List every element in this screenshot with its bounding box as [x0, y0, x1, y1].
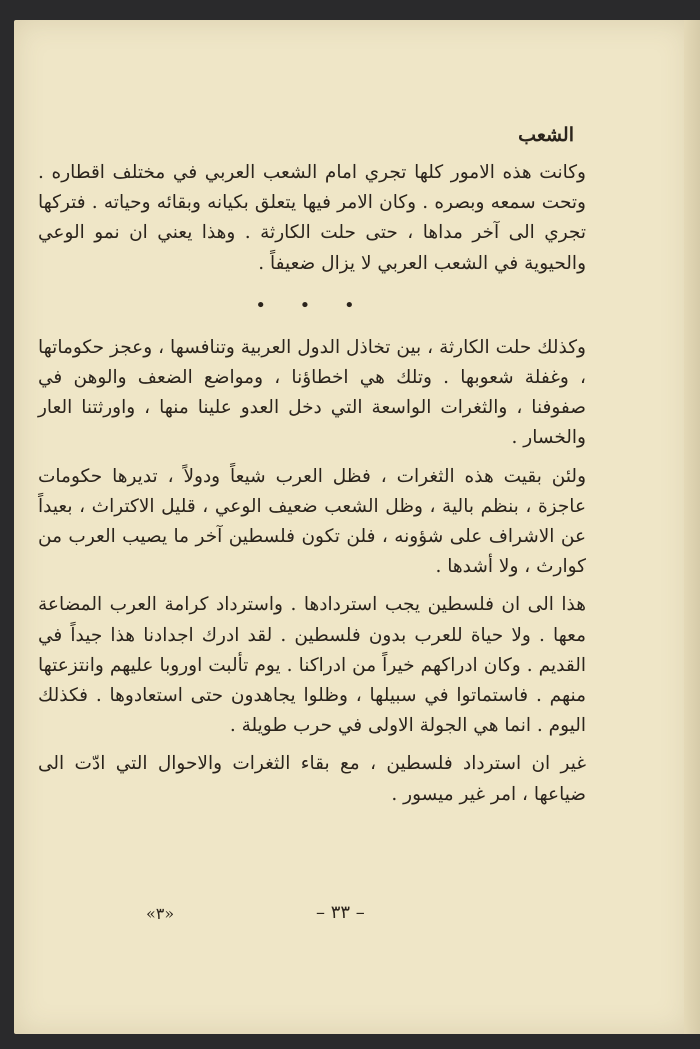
page-number: – ٣٣ –	[316, 902, 365, 923]
paragraph-1: وكانت هذه الامور كلها تجري امام الشعب العربي في مختلف اقطاره . وتحت سمعه وبصره . وكان الامر فيها يتعلق بكيانه وبقائه وحياته . فتركها تجري الى آخر مداها ، حتى حلت الكارثة . وهذا يعني ان نمو الوعي والحيوية في الشعب العربي لا يزال ضعيفاً .	[38, 162, 586, 274]
section-separator: • • •	[255, 294, 369, 316]
paragraph-2: وكذلك حلت الكارثة ، بين تخاذل الدول العربية وتنافسها ، وعجز حكوماتها ، وغفلة شعوبها . وتلك هي اخطاؤنا ، ومواضع الضعف والوهن في صفوفنا ، والثغرات الواسعة التي دخل العدو علينا منها ، واورثتنا العار والخسار .	[38, 336, 586, 449]
page-edge	[684, 20, 700, 1034]
paragraph-3: ولئن بقيت هذه الثغرات ، فظل العرب شيعاً ودولاً ، تديرها حكومات عاجزة ، بنظم بالية ، وظل الشعب ضعيف الوعي ، قليل الاكتراث ، بعيداً عن الاشراف على شؤونه ، فلن تكون فلسطين آخر ما يصيب العرب من كوارث ، ولا أشدها .	[38, 465, 586, 578]
paragraph-4: هذا الى ان فلسطين يجب استردادها . واسترداد كرامة العرب المضاعة معها . ولا حياة للعرب بدون فلسطين . لقد ادرك اجدادنا هذا جيداً في القديم . وكان ادراكهم خيراً من ادراكنا . يوم تألبت اوروبا عليهم وانتزعتها منهم . فاستماتوا في سبيلها ، وظلوا يجاهدون حتى استعادوها . فكذلك اليوم . انما هي الجولة الاولى في حرب طويلة .	[38, 594, 586, 737]
running-header: الشعب	[518, 124, 574, 146]
body-text	[38, 158, 586, 810]
paragraph-5: غير ان استرداد فلسطين ، مع بقاء الثغرات والاحوال التي ادّت الى ضياعها ، امر غير ميسور .	[38, 753, 586, 805]
signature-mark: «٣»	[146, 904, 175, 923]
